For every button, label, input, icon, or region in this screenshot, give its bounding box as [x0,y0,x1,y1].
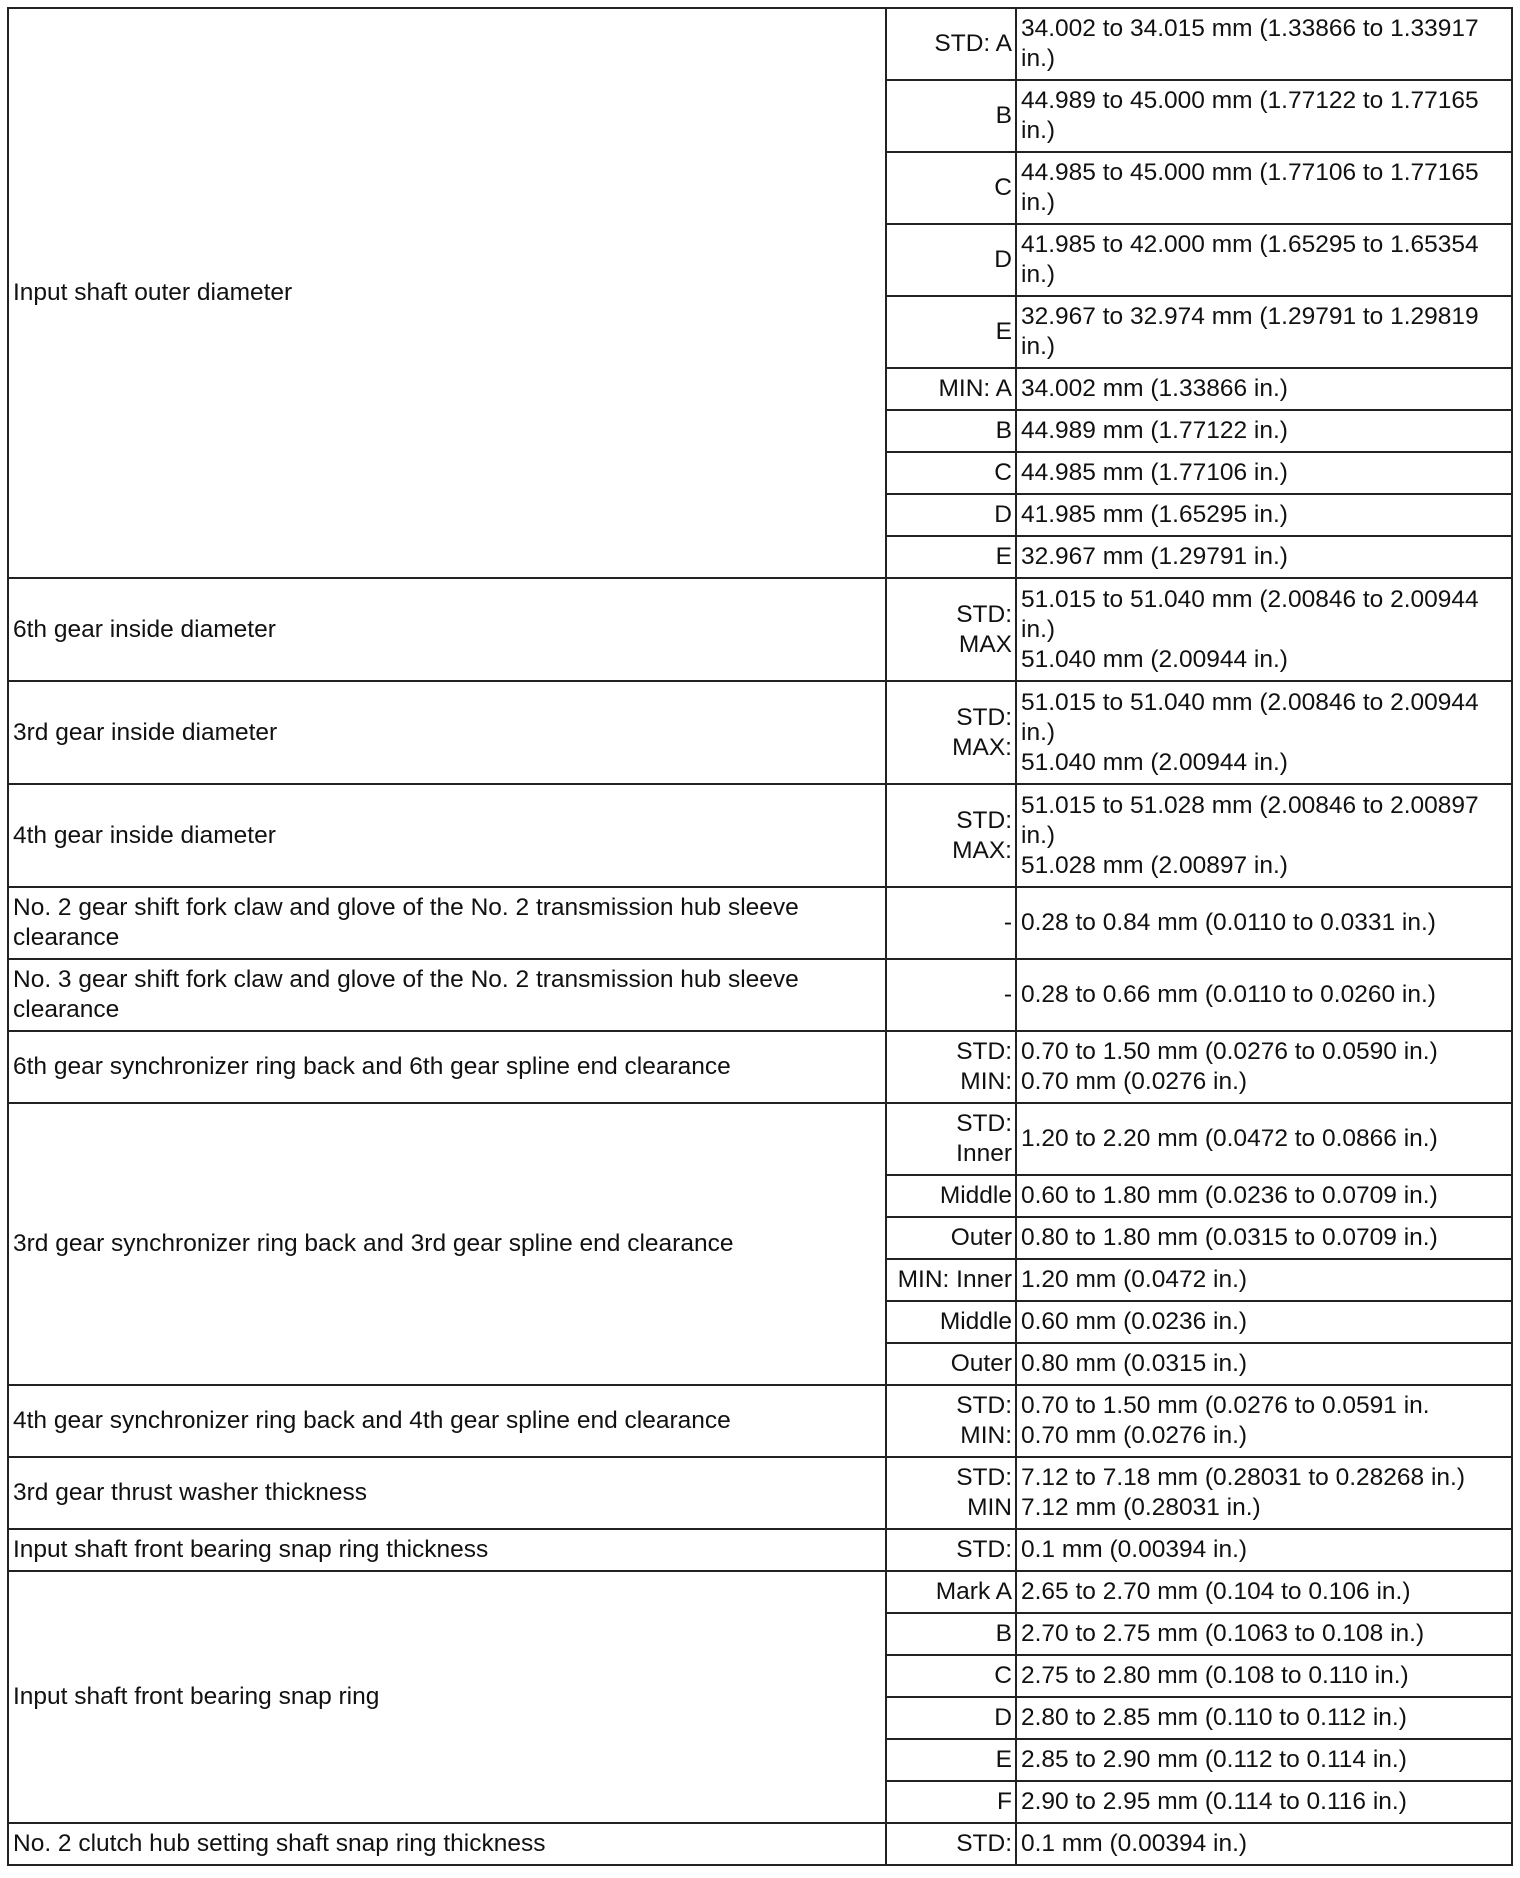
label-cell: E [886,296,1016,368]
label-line: STD: [956,806,1012,834]
value-line: 7.12 to 7.18 mm (0.28031 to 0.28268 in.) [1021,1464,1466,1491]
table-row [8,681,1512,784]
value-line: 51.015 to 51.040 mm (2.00846 to 2.00944 in.) [1021,585,1479,643]
table-row [8,8,1512,80]
label-line: MIN: [960,1068,1012,1095]
value-cell: 34.002 to 34.015 mm (1.33866 to 1.33917 in.) [1016,8,1512,80]
value-cell: 2.85 to 2.90 mm (0.112 to 0.114 in.) [1016,1739,1512,1781]
value-line: 0.70 mm (0.0276 in.) [1021,1068,1248,1095]
label-cell: C [886,152,1016,224]
value-line: 0.70 mm (0.0276 in.) [1021,1422,1248,1449]
value-line: 0.70 to 1.50 mm (0.0276 to 0.0591 in. [1021,1392,1430,1419]
value-cell: 41.985 to 42.000 mm (1.65295 to 1.65354 in.) [1016,224,1512,296]
item-cell: Input shaft outer diameter [8,8,886,578]
label-cell [886,681,1016,784]
value-cell: 0.60 to 1.80 mm (0.0236 to 0.0709 in.) [1016,1175,1512,1217]
value-line: 7.12 mm (0.28031 in.) [1021,1494,1261,1521]
value-line: 51.040 mm (2.00944 in.) [1021,645,1288,673]
value-cell: 44.985 mm (1.77106 in.) [1016,452,1512,494]
item-cell: 4th gear synchronizer ring back and 4th gear spline end clearance [8,1385,886,1457]
table-row [8,887,1512,959]
value-cell: 2.65 to 2.70 mm (0.104 to 0.106 in.) [1016,1571,1512,1613]
table-row [8,1823,1512,1865]
label-line: MIN [967,1494,1012,1521]
value-cell: 1.20 to 2.20 mm (0.0472 to 0.0866 in.) [1016,1103,1512,1175]
label-cell: MIN: A [886,368,1016,410]
value-cell: 41.985 mm (1.65295 in.) [1016,494,1512,536]
value-cell: 44.989 mm (1.77122 in.) [1016,410,1512,452]
table-row [8,1385,1512,1457]
table-row [8,1529,1512,1571]
label-cell [886,1385,1016,1457]
item-cell: 4th gear inside diameter [8,784,886,887]
label-cell: C [886,452,1016,494]
value-cell: 0.1 mm (0.00394 in.) [1016,1823,1512,1865]
item-cell: No. 2 gear shift fork claw and glove of the No. 2 transmission hub sleeve clearance [8,887,886,959]
item-cell: 3rd gear synchronizer ring back and 3rd gear spline end clearance [8,1103,886,1385]
label-cell: B [886,410,1016,452]
value-cell [1016,681,1512,784]
value-cell: 0.80 mm (0.0315 in.) [1016,1343,1512,1385]
table-row [8,578,1512,681]
value-cell: 32.967 mm (1.29791 in.) [1016,536,1512,578]
table-row [8,1031,1512,1103]
value-cell: 34.002 mm (1.33866 in.) [1016,368,1512,410]
label-cell: STD: [886,1823,1016,1865]
label-cell [886,1103,1016,1175]
value-cell [1016,1457,1512,1529]
label-cell: E [886,536,1016,578]
label-cell [886,1457,1016,1529]
label-cell: - [886,959,1016,1031]
item-cell: 6th gear synchronizer ring back and 6th gear spline end clearance [8,1031,886,1103]
label-cell: C [886,1655,1016,1697]
table-row [8,784,1512,887]
spec-page [7,7,1511,1866]
label-line: MIN: [960,1422,1012,1449]
item-cell: 3rd gear thrust washer thickness [8,1457,886,1529]
item-cell: 6th gear inside diameter [8,578,886,681]
label-cell: D [886,494,1016,536]
table-row [8,959,1512,1031]
specification-table [7,7,1513,1866]
table-row [8,1571,1512,1613]
label-line: STD: [956,1038,1012,1065]
value-line: 51.015 to 51.040 mm (2.00846 to 2.00944 in.) [1021,688,1479,746]
value-cell: 2.90 to 2.95 mm (0.114 to 0.116 in.) [1016,1781,1512,1823]
label-cell: - [886,887,1016,959]
label-line: MAX: [952,836,1012,864]
table-row [8,1103,1512,1175]
value-cell [1016,784,1512,887]
label-cell: STD: A [886,8,1016,80]
table-row [8,1457,1512,1529]
label-line: STD: [956,703,1012,731]
label-line: MAX: [952,733,1012,761]
value-line: 51.040 mm (2.00944 in.) [1021,748,1288,776]
label-line: STD: [956,1464,1012,1491]
value-cell: 2.75 to 2.80 mm (0.108 to 0.110 in.) [1016,1655,1512,1697]
item-cell: Input shaft front bearing snap ring thickness [8,1529,886,1571]
item-cell: No. 2 clutch hub setting shaft snap ring thickness [8,1823,886,1865]
label-cell: F [886,1781,1016,1823]
value-cell: 0.60 mm (0.0236 in.) [1016,1301,1512,1343]
item-cell: 3rd gear inside diameter [8,681,886,784]
label-line: STD: [956,1110,1012,1137]
value-cell: 0.28 to 0.84 mm (0.0110 to 0.0331 in.) [1016,887,1512,959]
label-cell: B [886,1613,1016,1655]
label-cell: Mark A [886,1571,1016,1613]
value-cell: 1.20 mm (0.0472 in.) [1016,1259,1512,1301]
label-line: MAX [958,630,1012,658]
label-line: STD: [956,1392,1012,1419]
label-cell: MIN: Inner [886,1259,1016,1301]
value-cell [1016,578,1512,681]
value-cell: 44.989 to 45.000 mm (1.77122 to 1.77165 in.) [1016,80,1512,152]
label-cell: E [886,1739,1016,1781]
label-cell [886,1031,1016,1103]
value-cell [1016,1031,1512,1103]
label-cell [886,578,1016,681]
label-cell: Outer [886,1217,1016,1259]
value-cell: 2.70 to 2.75 mm (0.1063 to 0.108 in.) [1016,1613,1512,1655]
label-cell [886,784,1016,887]
value-cell: 0.28 to 0.66 mm (0.0110 to 0.0260 in.) [1016,959,1512,1031]
value-line: 0.70 to 1.50 mm (0.0276 to 0.0590 in.) [1021,1038,1438,1065]
label-cell: Outer [886,1343,1016,1385]
label-cell: STD: [886,1529,1016,1571]
value-cell: 44.985 to 45.000 mm (1.77106 to 1.77165 in.) [1016,152,1512,224]
label-cell: D [886,224,1016,296]
label-line: STD: [956,600,1012,628]
item-cell: No. 3 gear shift fork claw and glove of the No. 2 transmission hub sleeve clearance [8,959,886,1031]
value-line: 51.015 to 51.028 mm (2.00846 to 2.00897 in.) [1021,791,1479,849]
value-cell [1016,1385,1512,1457]
value-cell: 0.1 mm (0.00394 in.) [1016,1529,1512,1571]
value-cell: 32.967 to 32.974 mm (1.29791 to 1.29819 in.) [1016,296,1512,368]
label-line: Inner [956,1140,1012,1167]
label-cell: Middle [886,1175,1016,1217]
value-cell: 2.80 to 2.85 mm (0.110 to 0.112 in.) [1016,1697,1512,1739]
label-cell: Middle [886,1301,1016,1343]
value-cell: 0.80 to 1.80 mm (0.0315 to 0.0709 in.) [1016,1217,1512,1259]
label-cell: D [886,1697,1016,1739]
value-line: 51.028 mm (2.00897 in.) [1021,851,1288,879]
label-cell: B [886,80,1016,152]
item-cell: Input shaft front bearing snap ring [8,1571,886,1823]
